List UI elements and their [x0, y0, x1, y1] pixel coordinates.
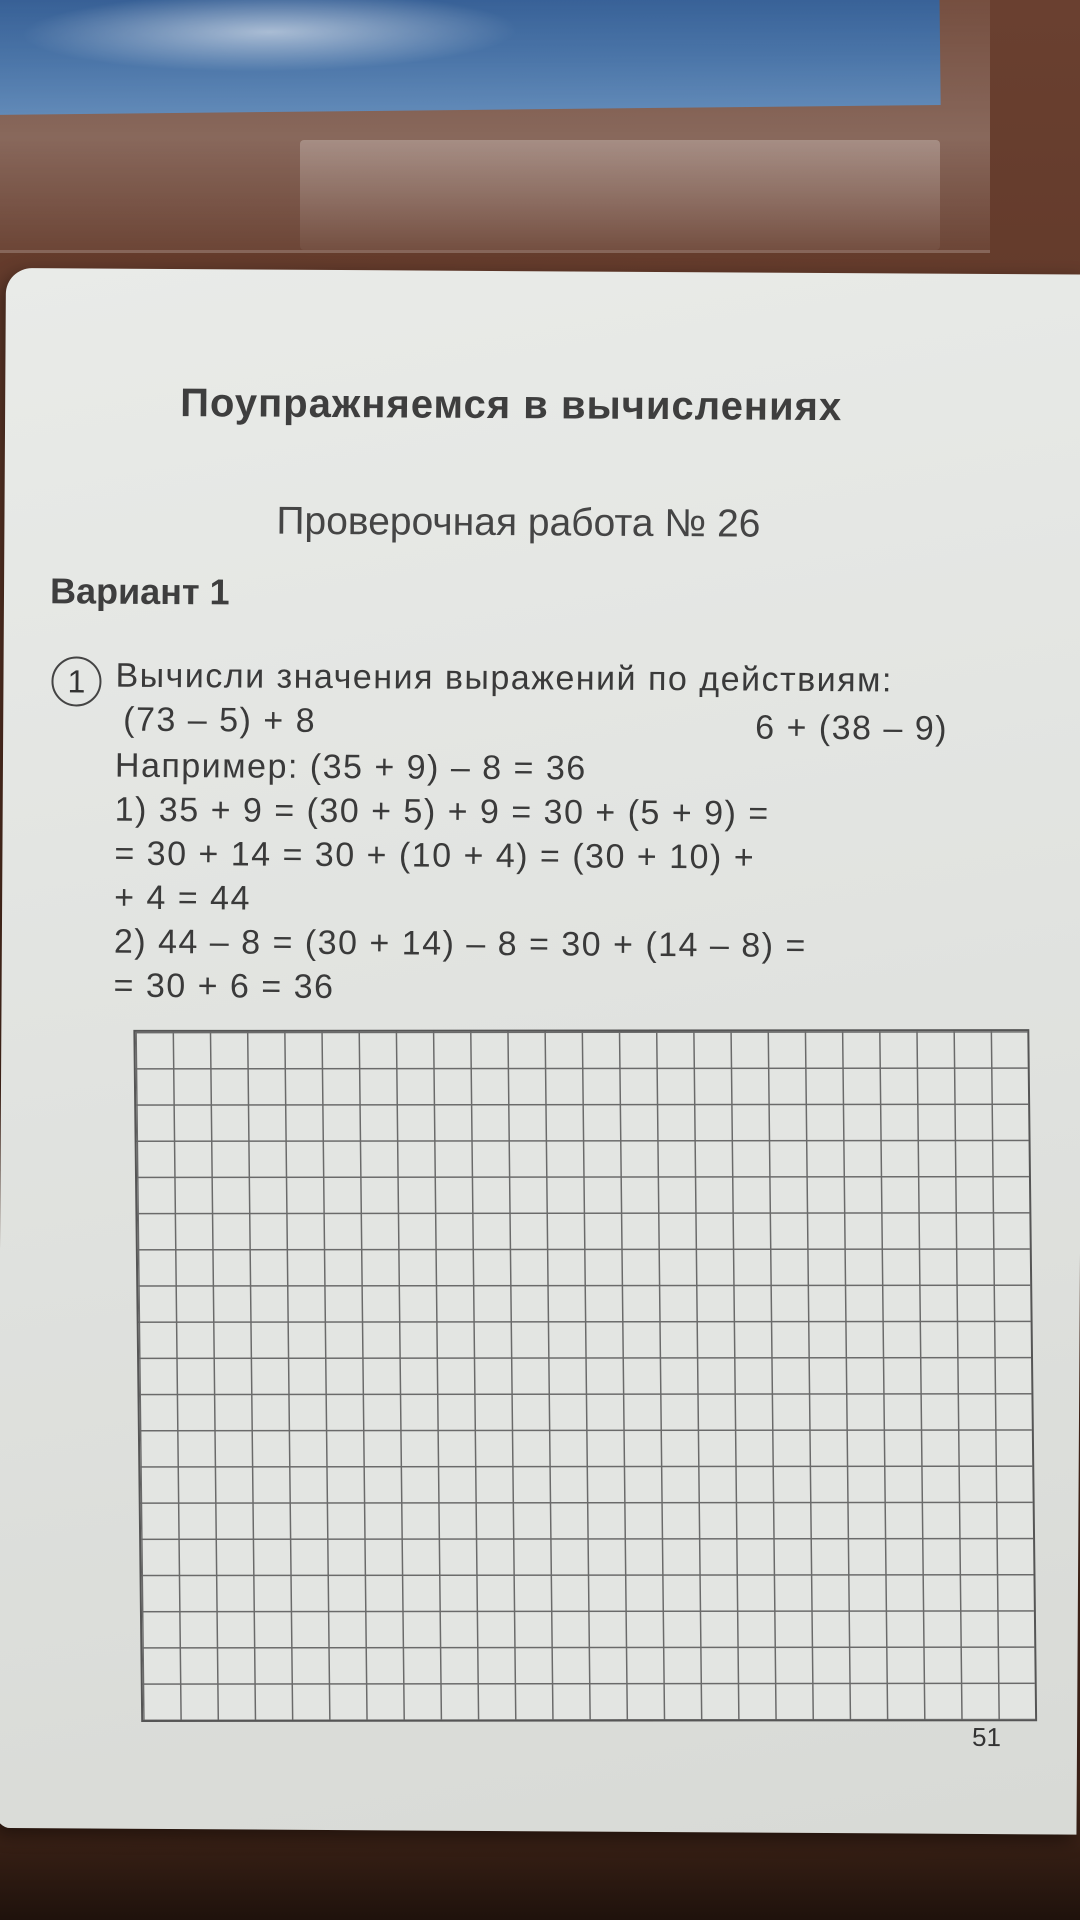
answer-grid[interactable] — [133, 1029, 1037, 1722]
variant-label: Вариант 1 — [49, 570, 230, 613]
page-number: 51 — [971, 1721, 1002, 1753]
solution-line: = 30 + 6 = 36 — [113, 966, 335, 1007]
workbook-page — [0, 268, 1080, 1835]
expression-1: (73 – 5) + 8 — [123, 700, 317, 740]
task-number-badge: 1 — [51, 656, 101, 706]
solution-line: + 4 = 44 — [114, 878, 252, 918]
solution-line: 2) 44 – 8 = (30 + 14) – 8 = 30 + (14 – 8) = — [113, 922, 807, 965]
example-label: Например: (35 + 9) – 8 = 36 — [114, 746, 587, 788]
task-instruction: Вычисли значения выражений по действиям: — [115, 656, 894, 700]
section-title: Поупражняемся в вычислениях — [180, 381, 843, 430]
work-title: Проверочная работа № 26 — [276, 499, 761, 546]
sleeve-edge — [300, 140, 940, 250]
solution-line: = 30 + 14 = 30 + (10 + 4) = (30 + 10) + — [114, 834, 756, 877]
expression-2: 6 + (38 – 9) — [755, 708, 949, 748]
solution-line: 1) 35 + 9 = (30 + 5) + 9 = 30 + (5 + 9) = — [114, 790, 770, 833]
